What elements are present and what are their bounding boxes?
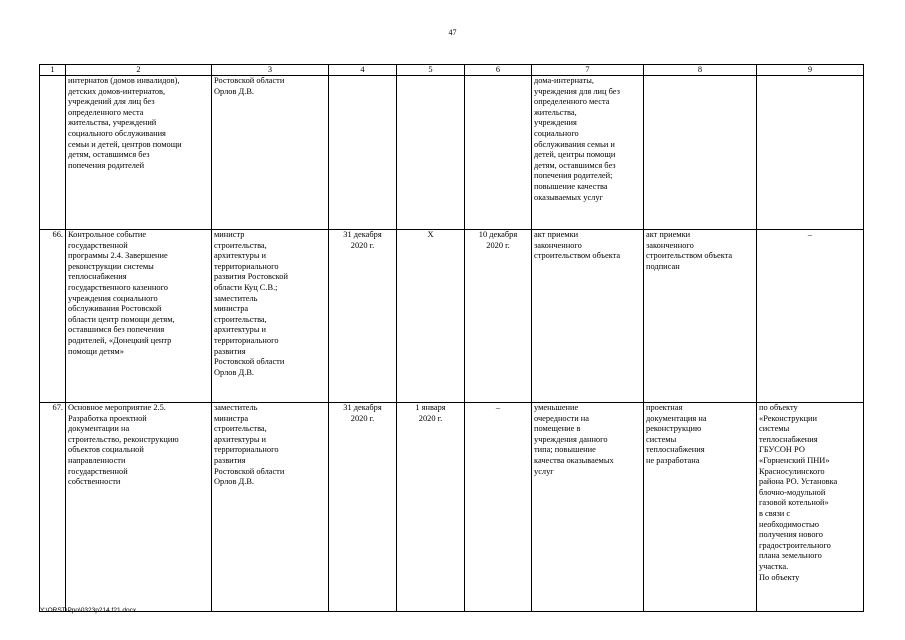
cell-line: Красносулинского [759,466,825,476]
cell-line: по объекту [759,403,798,412]
cell-line: Ростовской области [214,357,285,367]
cell-line: помощи детям» [68,346,124,356]
cell-line: учреждения [534,118,577,128]
cell-line: Орлов Д.В. [214,367,255,377]
cell-line: учреждения для лиц без [534,86,620,96]
cell-line: учреждений для лиц без [68,97,155,107]
cell-line: плана земельного [759,551,822,561]
cell-line: области Куц С.В.; [214,282,278,292]
cell-plan-date [329,76,397,230]
cell-reasons [757,230,864,403]
cell-line: жительства, учреждений [68,118,157,128]
cell-line: обслуживания Ростовской [68,304,162,314]
cell-line: «Реконструкции [759,413,818,423]
cell-line: очередности на [534,413,589,423]
cell-line: министр [214,230,245,239]
cell-line: услуг [534,466,554,476]
header-cell: 6 [465,65,532,76]
cell-line: государственной [68,466,128,476]
cell-line: реконструкции системы [68,261,154,271]
cell-reasons [757,403,864,612]
cell-achieved-result [644,403,757,612]
cell-line: архитектуры и [214,325,267,335]
cell-line: строительства, [214,314,267,324]
cell-line: заместитель [214,403,258,412]
cell-line: законченного [534,240,582,250]
cell-line: проектная [646,403,683,412]
cell-line: обслуживания семьи и [534,139,615,149]
cell-line: строительством объекта [534,251,621,261]
cell-line: объектов социальной [68,445,144,455]
cell-line: блочно-модульной [759,487,826,497]
page-number: 47 [448,28,457,37]
cell-expected-result [532,76,644,230]
cell-line: получения нового [759,530,823,540]
cell-line: оказываемых услуг [534,192,603,202]
cell-line: уменьшение [534,403,579,412]
cell-achieved-result [644,76,757,230]
cell-line: оставшимся без попечения [68,325,165,335]
cell-line: учреждения данного [534,434,608,444]
cell-line: По объекту [759,572,800,582]
cell-line: акт приемки [646,230,691,239]
cell-line: теплоснабжения [68,272,127,282]
cell-plan-date [329,403,397,612]
cell-line: строительства, [214,424,267,434]
cell-line: области центр помощи детям, [68,314,175,324]
cell-line: теплоснабжения [759,434,818,444]
cell-line: архитектуры и [214,251,267,261]
cell-line: участка. [759,561,789,571]
cell-fact-start [397,403,465,612]
cell-line: 2020 г. [486,240,510,250]
cell-line: интернатов (домов инвалидов), [68,76,180,85]
cell-fact-end [465,230,532,403]
cell-line: дома-интернаты, [534,76,594,85]
cell-line: документации на [68,424,130,434]
cell-line: подписан [646,261,680,271]
cell-line: – [807,230,813,239]
cell-line: социального [534,128,579,138]
cell-line: градостроительного [759,540,831,550]
cell-line: развития [214,455,246,465]
cell-line: государственного казенного [68,282,168,292]
cell-line: собственности [68,477,121,487]
cell-fact-start [397,76,465,230]
cell-line: территориального [214,261,279,271]
cell-line: социального обслуживания [68,128,166,138]
cell-line: системы [646,434,677,444]
cell-line: детям, оставшимся без [68,150,150,160]
cell-line: территориального [214,335,279,345]
cell-line: попечения родителей [68,160,145,170]
cell-line: Основное мероприятие 2.5. [68,403,166,412]
header-cell: 1 [40,65,66,76]
cell-line: архитектуры и [214,434,267,444]
cell-line: детей, центры помощи [534,150,616,160]
header-cell: 3 [212,65,329,76]
cell-line: акт приемки [534,230,579,239]
cell-line: 2020 г. [418,413,443,423]
header-cell: 4 [329,65,397,76]
cell-line: развития [214,346,246,356]
cell-line: министра [214,413,249,423]
cell-line: попечения родителей; [534,171,613,181]
cell-line: строительством объекта [646,251,733,261]
cell-line: программы 2.4. Завершение [68,251,168,261]
cell-event [66,403,212,612]
table-row [40,403,864,612]
cell-line: родителей, «Донецкий центр [68,335,172,345]
table-row [40,230,864,403]
header-cell: 8 [644,65,757,76]
cell-line: 31 декабря [343,230,382,239]
cell-line: строительства, [214,240,267,250]
cell-line: Контрольное событие [68,230,147,239]
cell-line: района РО. Установка [759,477,838,487]
cell-line: 31 декабря [343,403,382,412]
cell-num: 66. [40,230,66,403]
cell-responsible [212,76,329,230]
cell-line: документация на [646,413,707,423]
cell-line: государственной [68,240,128,250]
cell-line: теплоснабжения [646,445,705,455]
cell-fact-end [465,403,532,612]
cell-line: 2020 г. [350,240,375,250]
cell-line: детям, оставшимся без [534,160,616,170]
table-header-row [40,65,864,76]
cell-line: в связи с [759,508,791,518]
cell-plan-date [329,230,397,403]
cell-line: системы [759,424,790,434]
cell-line: 2020 г. [350,413,375,423]
cell-line: помещение в [534,424,581,434]
cell-expected-result [532,230,644,403]
cell-line: Ростовской области [214,76,285,85]
cell-expected-result [532,403,644,612]
cell-line: ГБУСОН РО [759,445,805,455]
file-path-footer: Y:\ORST\Ppo\0323p214.f21.docx [40,607,137,614]
cell-line: семьи и детей, центров помощи [68,139,182,149]
cell-line: учреждения социального [68,293,158,303]
cell-fact-start [397,230,465,403]
cell-responsible [212,403,329,612]
header-cell: 2 [66,65,212,76]
cell-line: Орлов Д.В. [214,86,255,96]
cell-achieved-result [644,230,757,403]
cell-line: направленности [68,455,126,465]
header-cell: 7 [532,65,644,76]
cell-line: типа; повышение [534,445,596,455]
cell-line: необходимостью [759,519,820,529]
cell-line: реконструкцию [646,424,702,434]
cell-num [40,76,66,230]
cell-num: 67. [40,403,66,612]
header-cell: 9 [757,65,864,76]
cell-event [66,76,212,230]
cell-event [66,230,212,403]
cell-reasons [757,76,864,230]
cell-fact-end [465,76,532,230]
cell-line: газовой котельной» [759,498,829,508]
cell-line: детских домов-интернатов, [68,86,166,96]
cell-line: 1 января [415,403,446,412]
cell-line: Разработка проектной [68,413,147,423]
cell-line: строительство, реконструкцию [68,434,179,444]
cell-line: определенного места [534,97,610,107]
cell-line: Орлов Д.В. [214,477,255,487]
cell-line: «Горненский ПНИ» [759,455,830,465]
cell-line: не разработана [646,455,700,465]
cell-line: Ростовской области [214,466,285,476]
cell-line: – [495,403,501,412]
cell-responsible [212,230,329,403]
report-table [39,64,864,612]
cell-line: определенного места [68,107,144,117]
cell-line: развития Ростовской [214,272,288,282]
table-row [40,76,864,230]
cell-line: законченного [646,240,694,250]
header-cell: 5 [397,65,465,76]
cell-line: 10 декабря [478,230,518,239]
cell-line: министра [214,304,249,314]
cell-line: качества оказываемых [534,455,614,465]
cell-line: X [427,230,434,239]
cell-line: заместитель [214,293,258,303]
cell-line: повышение качества [534,181,608,191]
cell-line: территориального [214,445,279,455]
cell-line: жительства, [534,107,577,117]
